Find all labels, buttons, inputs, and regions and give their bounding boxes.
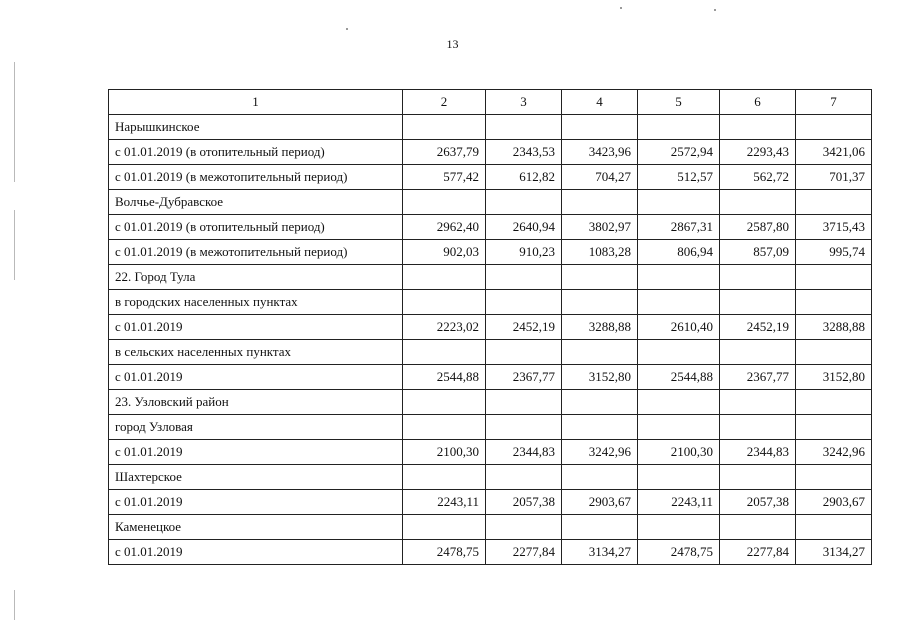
value-cell xyxy=(486,415,562,440)
value-cell xyxy=(403,340,486,365)
row-label-cell: с 01.01.2019 (в межотопительный период) xyxy=(109,165,403,190)
value-cell xyxy=(638,190,720,215)
value-cell: 2452,19 xyxy=(486,315,562,340)
value-cell xyxy=(562,290,638,315)
header-cell: 1 xyxy=(109,90,403,115)
value-cell xyxy=(562,515,638,540)
table-row xyxy=(109,415,872,440)
value-cell xyxy=(796,465,872,490)
value-cell xyxy=(720,515,796,540)
value-cell: 3423,96 xyxy=(562,140,638,165)
value-cell xyxy=(638,115,720,140)
value-cell: 2478,75 xyxy=(403,540,486,565)
value-cell: 3421,06 xyxy=(796,140,872,165)
value-cell: 512,57 xyxy=(638,165,720,190)
value-cell xyxy=(403,390,486,415)
table-row xyxy=(109,240,872,265)
tariff-table xyxy=(108,89,872,565)
value-cell: 2057,38 xyxy=(720,490,796,515)
value-cell: 2610,40 xyxy=(638,315,720,340)
value-cell: 612,82 xyxy=(486,165,562,190)
value-cell xyxy=(720,190,796,215)
table-row xyxy=(109,265,872,290)
value-cell: 3152,80 xyxy=(796,365,872,390)
value-cell: 2343,53 xyxy=(486,140,562,165)
table-header-row xyxy=(109,90,872,115)
value-cell: 3152,80 xyxy=(562,365,638,390)
value-cell xyxy=(796,115,872,140)
value-cell: 2867,31 xyxy=(638,215,720,240)
value-cell xyxy=(796,265,872,290)
value-cell: 2572,94 xyxy=(638,140,720,165)
table-row xyxy=(109,115,872,140)
row-label-cell: 23. Узловский район xyxy=(109,390,403,415)
tariff-table-body xyxy=(109,90,872,565)
row-label-cell: город Узловая xyxy=(109,415,403,440)
value-cell xyxy=(403,465,486,490)
value-cell: 2544,88 xyxy=(638,365,720,390)
row-label-cell: Нарышкинское xyxy=(109,115,403,140)
value-cell xyxy=(720,290,796,315)
value-cell: 2962,40 xyxy=(403,215,486,240)
value-cell xyxy=(562,115,638,140)
value-cell: 2277,84 xyxy=(720,540,796,565)
value-cell xyxy=(796,190,872,215)
value-cell: 806,94 xyxy=(638,240,720,265)
value-cell: 995,74 xyxy=(796,240,872,265)
table-row xyxy=(109,465,872,490)
row-label-cell: с 01.01.2019 xyxy=(109,440,403,465)
value-cell: 2367,77 xyxy=(720,365,796,390)
value-cell: 2277,84 xyxy=(486,540,562,565)
value-cell xyxy=(562,340,638,365)
value-cell: 3288,88 xyxy=(796,315,872,340)
value-cell: 562,72 xyxy=(720,165,796,190)
row-label-cell: Волчье-Дубравское xyxy=(109,190,403,215)
value-cell: 2100,30 xyxy=(638,440,720,465)
value-cell xyxy=(403,290,486,315)
table-row xyxy=(109,140,872,165)
value-cell: 1083,28 xyxy=(562,240,638,265)
value-cell xyxy=(720,340,796,365)
table-row xyxy=(109,190,872,215)
row-label-cell: с 01.01.2019 (в межотопительный период) xyxy=(109,240,403,265)
table-row xyxy=(109,165,872,190)
scan-margin-mark xyxy=(14,210,15,280)
value-cell: 857,09 xyxy=(720,240,796,265)
value-cell xyxy=(720,415,796,440)
value-cell xyxy=(796,290,872,315)
value-cell xyxy=(720,465,796,490)
row-label-cell: в сельских населенных пунктах xyxy=(109,340,403,365)
value-cell: 3715,43 xyxy=(796,215,872,240)
header-cell: 4 xyxy=(562,90,638,115)
value-cell xyxy=(486,290,562,315)
table-row xyxy=(109,315,872,340)
row-label-cell: с 01.01.2019 xyxy=(109,365,403,390)
row-label-cell: 22. Город Тула xyxy=(109,265,403,290)
value-cell: 2100,30 xyxy=(403,440,486,465)
value-cell xyxy=(562,415,638,440)
header-cell: 5 xyxy=(638,90,720,115)
value-cell: 910,23 xyxy=(486,240,562,265)
row-label-cell: Шахтерское xyxy=(109,465,403,490)
value-cell xyxy=(486,265,562,290)
value-cell: 3288,88 xyxy=(562,315,638,340)
value-cell xyxy=(486,115,562,140)
value-cell: 2452,19 xyxy=(720,315,796,340)
table-row xyxy=(109,540,872,565)
scan-margin-mark xyxy=(14,62,15,182)
value-cell xyxy=(638,390,720,415)
value-cell: 701,37 xyxy=(796,165,872,190)
page-number: 13 xyxy=(446,37,459,51)
value-cell: 2057,38 xyxy=(486,490,562,515)
value-cell xyxy=(562,465,638,490)
value-cell xyxy=(403,415,486,440)
value-cell xyxy=(638,340,720,365)
header-cell: 3 xyxy=(486,90,562,115)
value-cell: 2544,88 xyxy=(403,365,486,390)
table-row xyxy=(109,215,872,240)
value-cell: 704,27 xyxy=(562,165,638,190)
value-cell xyxy=(638,465,720,490)
value-cell: 2243,11 xyxy=(403,490,486,515)
value-cell: 3802,97 xyxy=(562,215,638,240)
value-cell: 2344,83 xyxy=(486,440,562,465)
value-cell xyxy=(403,265,486,290)
value-cell: 2903,67 xyxy=(562,490,638,515)
row-label-cell: Каменецкое xyxy=(109,515,403,540)
value-cell xyxy=(486,515,562,540)
value-cell xyxy=(403,515,486,540)
value-cell xyxy=(486,340,562,365)
value-cell: 2367,77 xyxy=(486,365,562,390)
scan-speck xyxy=(620,7,622,9)
table-row xyxy=(109,515,872,540)
value-cell xyxy=(638,515,720,540)
value-cell: 2223,02 xyxy=(403,315,486,340)
table-row xyxy=(109,390,872,415)
value-cell xyxy=(796,515,872,540)
value-cell: 2293,43 xyxy=(720,140,796,165)
row-label-cell: с 01.01.2019 xyxy=(109,540,403,565)
scan-margin-mark xyxy=(14,590,15,620)
value-cell xyxy=(562,190,638,215)
table-row xyxy=(109,290,872,315)
value-cell xyxy=(486,465,562,490)
value-cell: 2587,80 xyxy=(720,215,796,240)
value-cell: 902,03 xyxy=(403,240,486,265)
value-cell xyxy=(562,390,638,415)
value-cell xyxy=(403,190,486,215)
value-cell: 577,42 xyxy=(403,165,486,190)
value-cell: 2243,11 xyxy=(638,490,720,515)
value-cell xyxy=(486,190,562,215)
value-cell: 2903,67 xyxy=(796,490,872,515)
value-cell xyxy=(638,290,720,315)
value-cell xyxy=(486,390,562,415)
value-cell xyxy=(796,340,872,365)
row-label-cell: с 01.01.2019 (в отопительный период) xyxy=(109,215,403,240)
header-cell: 6 xyxy=(720,90,796,115)
value-cell: 2637,79 xyxy=(403,140,486,165)
row-label-cell: с 01.01.2019 xyxy=(109,490,403,515)
row-label-cell: с 01.01.2019 (в отопительный период) xyxy=(109,140,403,165)
value-cell xyxy=(638,415,720,440)
header-cell: 2 xyxy=(403,90,486,115)
scan-speck xyxy=(346,28,348,30)
row-label-cell: с 01.01.2019 xyxy=(109,315,403,340)
value-cell xyxy=(403,115,486,140)
value-cell xyxy=(562,265,638,290)
value-cell xyxy=(796,415,872,440)
table-row xyxy=(109,440,872,465)
value-cell: 3242,96 xyxy=(562,440,638,465)
value-cell xyxy=(638,265,720,290)
value-cell: 3134,27 xyxy=(796,540,872,565)
value-cell: 2640,94 xyxy=(486,215,562,240)
table-row xyxy=(109,490,872,515)
scan-speck xyxy=(714,9,716,11)
value-cell xyxy=(720,390,796,415)
value-cell: 3242,96 xyxy=(796,440,872,465)
value-cell: 3134,27 xyxy=(562,540,638,565)
value-cell: 2478,75 xyxy=(638,540,720,565)
table-row xyxy=(109,365,872,390)
value-cell: 2344,83 xyxy=(720,440,796,465)
value-cell xyxy=(720,265,796,290)
table-row xyxy=(109,340,872,365)
row-label-cell: в городских населенных пунктах xyxy=(109,290,403,315)
header-cell: 7 xyxy=(796,90,872,115)
value-cell xyxy=(720,115,796,140)
value-cell xyxy=(796,390,872,415)
